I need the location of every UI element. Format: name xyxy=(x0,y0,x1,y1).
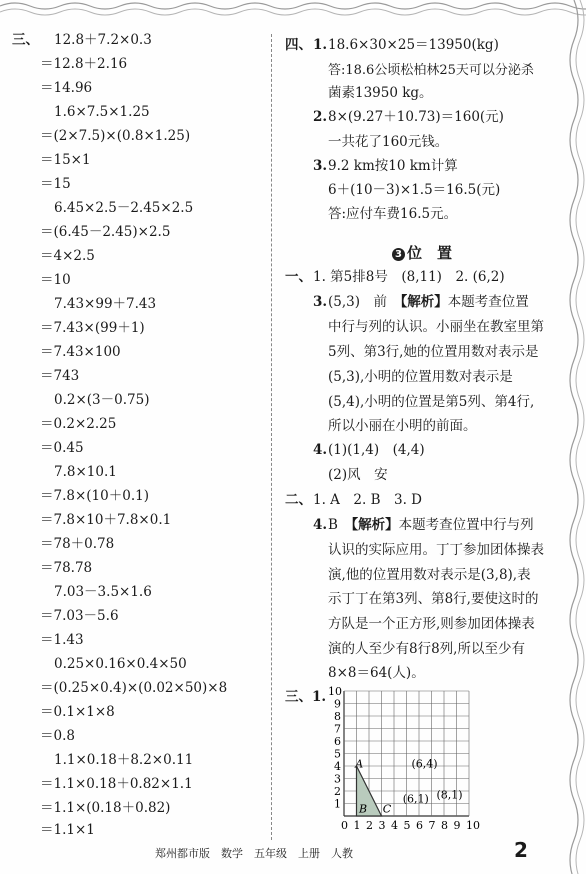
answer-line: (1)(1,4) (4,4) xyxy=(328,442,425,458)
q1-number: 1. xyxy=(313,37,328,53)
x-tick-label: 2 xyxy=(366,819,373,832)
calc-line: 1.6×7.5×1.25 xyxy=(54,104,150,120)
q3-number: 3. xyxy=(313,158,328,174)
page-number: 2 xyxy=(514,838,528,862)
answer-line: 5列、第3行,她的位置用数对表示是 xyxy=(328,344,539,360)
calc-line: ＝7.03－5.6 xyxy=(40,608,119,624)
y-tick-label: 9 xyxy=(334,697,341,711)
x-tick-label: 8 xyxy=(441,819,448,832)
analysis-tag: 【解析】 xyxy=(400,294,448,310)
answer-line: 18.6×30×25＝13950(kg) xyxy=(328,37,499,53)
y-tick-label: 6 xyxy=(334,735,341,748)
calc-line: 6.45×2.5－2.45×2.5 xyxy=(54,200,194,216)
q3-number: 3. xyxy=(313,294,328,310)
answer-line: 1. A 2. B 3. D xyxy=(313,492,423,508)
section-three-label: 三、 xyxy=(12,32,39,48)
answer-line: 6＋(10－3)×1.5＝16.5(元) xyxy=(328,182,501,198)
calc-line: ＝14.96 xyxy=(40,80,93,96)
calc-line: ＝0.8 xyxy=(40,728,75,744)
answer-line xyxy=(328,293,529,311)
section-number-badge: 3 xyxy=(392,248,405,261)
calc-line: ＝1.1×0.18＋0.82×1.1 xyxy=(40,776,193,792)
x-tick-label: 6 xyxy=(416,819,423,832)
calc-line: 12.8＋7.2×0.3 xyxy=(54,32,152,48)
calc-line: ＝1.1×(0.18＋0.82) xyxy=(40,800,171,816)
y-tick-label: 8 xyxy=(334,710,341,723)
calc-line: ＝4×2.5 xyxy=(40,248,95,264)
calc-line: ＝1.1×1 xyxy=(40,822,95,838)
answer-text: B xyxy=(328,517,352,533)
answer-line: 示丁丁在第3列、第8行,要使这时的 xyxy=(328,591,539,607)
point-b-label: B xyxy=(359,802,368,816)
calc-line: ＝7.8×(10＋0.1) xyxy=(40,488,149,504)
answer-line: 演,他的位置用数对表示是(3,8),表 xyxy=(328,567,531,583)
calc-line: ＝15 xyxy=(40,176,71,192)
y-tick-label: 10 xyxy=(328,685,342,698)
answer-line: 9.2 km按10 km计算 xyxy=(328,158,458,174)
wavy-border-top xyxy=(0,0,586,26)
x-tick-label: 10 xyxy=(466,819,480,832)
calc-line: ＝1.43 xyxy=(40,632,84,648)
y-tick-label: 2 xyxy=(334,785,341,798)
answer-line: 认识的实际应用。丁丁参加团体操表 xyxy=(328,542,544,558)
answer-line: 答:18.6公顷松柏林25天可以分泌杀 xyxy=(328,63,534,78)
answer-line: (5,4),小明的位置是第5列、第4行, xyxy=(328,394,535,410)
calc-line: ＝0.1×1×8 xyxy=(40,704,115,720)
calc-line: ＝7.43×100 xyxy=(40,344,121,360)
calc-line: 7.43×99＋7.43 xyxy=(54,296,157,312)
coord-label-8-1: (8,1) xyxy=(436,788,463,802)
q4-number: 4. xyxy=(313,442,328,458)
q4-number: 4. xyxy=(313,517,328,533)
answer-line: 演的人至少有8行8列,所以至少有 xyxy=(328,641,525,657)
footer-text: 郑州都市版 数学 五年级 上册 人教 xyxy=(155,847,353,860)
answer-line: 一共花了160元钱。 xyxy=(328,134,449,150)
calc-line: 7.8×10.1 xyxy=(54,464,117,480)
x-tick-label: 4 xyxy=(391,819,398,832)
x-tick-label: 5 xyxy=(403,819,411,832)
calc-line: ＝7.43×(99＋1) xyxy=(40,320,145,336)
calc-line: ＝(0.25×0.4)×(0.02×50)×8 xyxy=(40,680,228,696)
answer-line: 所以小丽在小明的前面。 xyxy=(328,418,477,434)
calc-line: ＝(2×7.5)×(0.8×1.25) xyxy=(40,128,191,144)
calc-line: 1.1×0.18＋8.2×0.11 xyxy=(54,752,194,768)
answer-line: 1. 第5排8号 (8,11) 2. (6,2) xyxy=(313,269,505,285)
x-tick-label: 7 xyxy=(428,819,436,832)
answer-line: (5,3),小明的位置用数对表示是 xyxy=(328,369,513,385)
x-tick-label: 0 xyxy=(341,819,348,832)
calc-line: ＝78.78 xyxy=(40,560,93,576)
section-four-label: 四、 xyxy=(285,37,312,53)
analysis-tag: 【解析】 xyxy=(351,517,399,533)
y-tick-label: 3 xyxy=(334,772,341,786)
calc-line: ＝0.2×2.25 xyxy=(40,416,117,432)
answer-text: (5,3) 前 xyxy=(328,294,401,310)
x-tick-label: 1 xyxy=(353,819,361,832)
calc-line: ＝78＋0.78 xyxy=(40,536,115,552)
point-c-label: C xyxy=(382,802,392,816)
section-title: 位 置 xyxy=(407,244,453,262)
calc-line: 7.03－3.5×1.6 xyxy=(54,584,152,600)
calc-line: 0.25×0.16×0.4×50 xyxy=(54,656,187,672)
answer-text: 本题考查位置中行与列 xyxy=(398,517,534,533)
y-tick-label: 1 xyxy=(334,797,341,811)
calc-line: ＝(6.45－2.45)×2.5 xyxy=(40,224,171,240)
y-tick-label: 5 xyxy=(334,747,341,761)
coordinate-grid xyxy=(328,686,478,834)
calc-line: ＝0.45 xyxy=(40,440,84,456)
section-three-right-label: 三、1. xyxy=(285,689,327,705)
q2-number: 2. xyxy=(313,109,328,125)
answer-text: 本题考查位置 xyxy=(447,294,529,310)
column-divider xyxy=(271,34,272,840)
answer-line: (2)风 安 xyxy=(328,467,388,483)
calc-line: ＝7.8×10＋7.8×0.1 xyxy=(40,512,172,528)
coord-label-6-1: (6,1) xyxy=(402,792,429,806)
coord-label-6-4: (6,4) xyxy=(411,757,438,771)
section-heading xyxy=(392,242,452,263)
answer-line: 8×(9.27＋10.73)＝160(元) xyxy=(328,109,504,125)
answer-line: 方队是一个正方形,则参加团体操表 xyxy=(328,616,535,632)
answer-line: 中行与列的认识。小丽坐在教室里第 xyxy=(328,319,544,335)
section-one-label: 一、 xyxy=(285,269,312,285)
calc-line: ＝743 xyxy=(40,368,80,384)
answer-line xyxy=(328,516,534,534)
calc-line: ＝10 xyxy=(40,272,71,288)
y-tick-label: 4 xyxy=(334,760,341,773)
calc-line: ＝12.8＋2.16 xyxy=(40,56,128,72)
answer-line: 答:应付车费16.5元。 xyxy=(328,206,458,222)
section-two-label: 二、 xyxy=(285,492,312,508)
calc-line: 0.2×(3－0.75) xyxy=(54,392,150,408)
calc-line: ＝15×1 xyxy=(40,152,91,168)
x-tick-label: 3 xyxy=(378,819,386,832)
wavy-border-right xyxy=(552,0,586,874)
answer-line: 8×8＝64(人)。 xyxy=(328,665,425,681)
y-tick-label: 7 xyxy=(334,722,341,736)
answer-line: 菌素13950 kg。 xyxy=(328,85,433,101)
point-a-label: A xyxy=(355,757,364,771)
x-tick-label: 9 xyxy=(453,819,461,832)
